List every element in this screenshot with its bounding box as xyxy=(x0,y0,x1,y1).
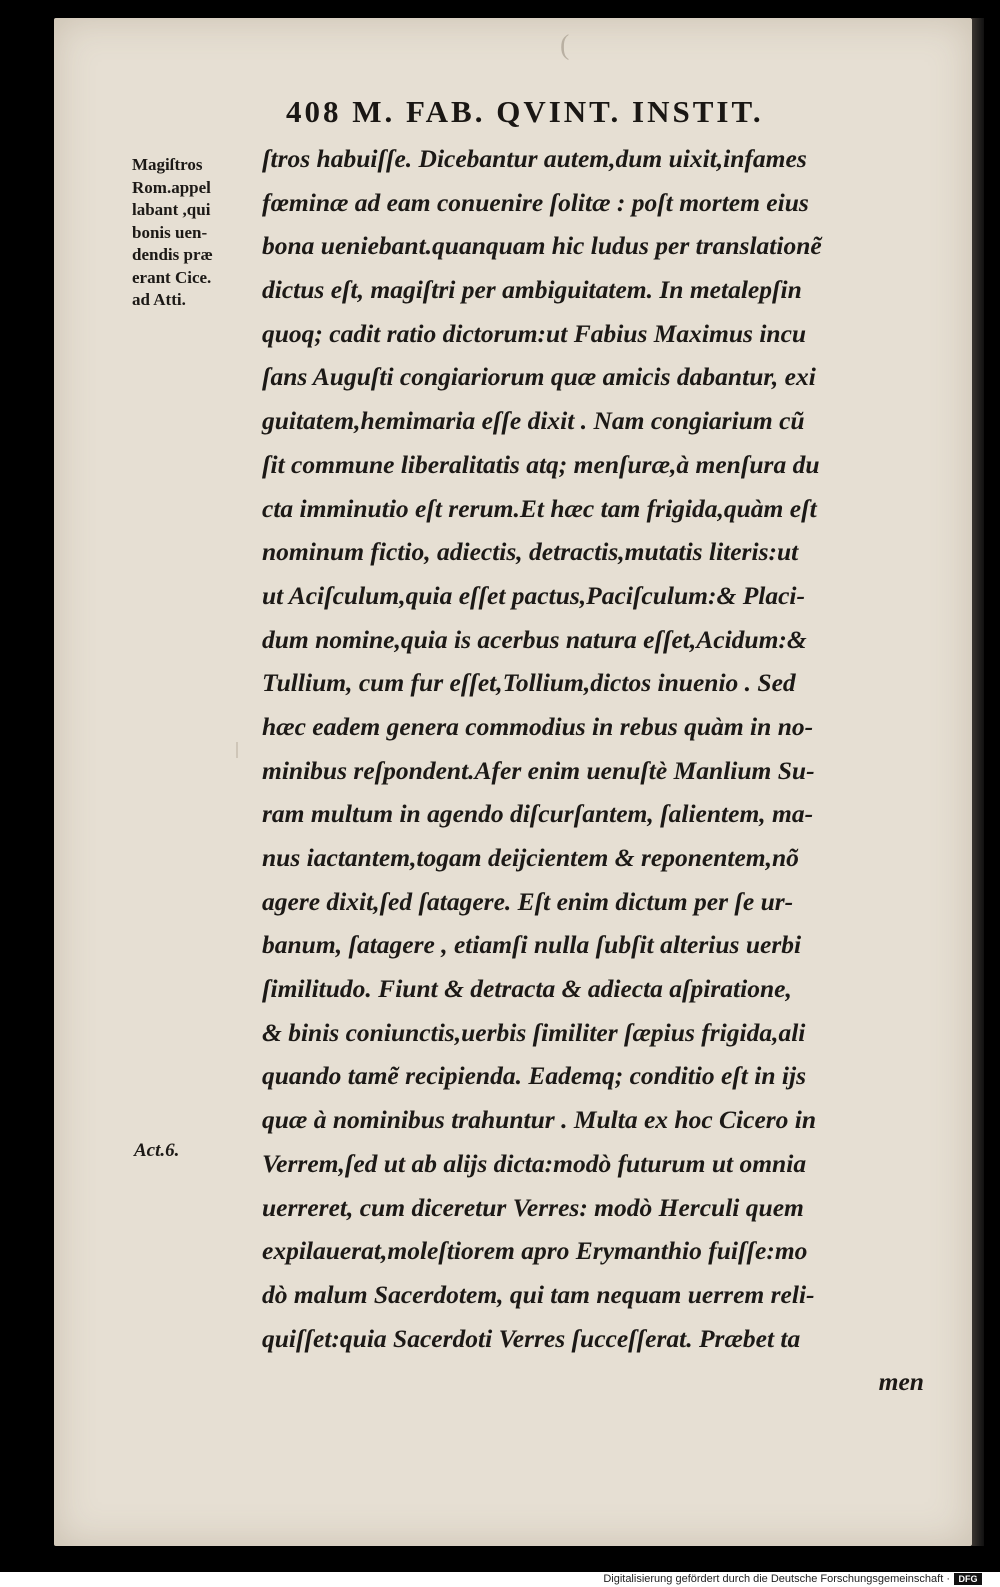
page-edge xyxy=(972,18,984,1546)
corner-mark: ( xyxy=(560,30,570,61)
margin-note-line: bonis uen- xyxy=(132,222,208,242)
footer-credit: Digitalisierung gefördert durch die Deutsche Forschungsgemeinschaft · xyxy=(603,1573,950,1585)
text-line: dò malum Sacerdotem, qui tam nequam uerrem reli- xyxy=(262,1279,815,1309)
text-line: dictus eſt, magiſtri per ambiguitatem. In metalepſin xyxy=(262,275,802,305)
text-line: ſtros habuiſſe. Dicebantur autem,dum uixit,infames xyxy=(262,144,807,173)
dfg-logo: DFG xyxy=(954,1573,982,1585)
margin-reference: Act.6. xyxy=(134,1140,180,1161)
text-line: quando tamẽ recipienda. Eademq; conditio eſt in ijs xyxy=(262,1061,806,1091)
text-line: quiſſet:quia Sacerdoti Verres ſucceſſerat. Præbet ta xyxy=(262,1323,801,1353)
margin-tick xyxy=(236,742,238,758)
margin-note-line: Rom.appel xyxy=(132,177,211,197)
body-text xyxy=(262,137,928,1404)
margin-note-line: Magiſtros xyxy=(132,155,203,174)
text-line: banum, ſatagere , etiamſi nulla ſubſit alterius uerbi xyxy=(262,930,802,960)
margin-note-line: dendis præ xyxy=(132,245,213,264)
catchword: men xyxy=(878,1367,924,1397)
text-line: fœminæ ad eam conuenire ſolitæ : poſt mortem eius xyxy=(262,187,809,217)
text-line: hæc eadem genera commodius in rebus quàm in no- xyxy=(262,711,814,741)
text-line: nominum fictio, adiectis, detractis,mutatis literis:ut xyxy=(262,537,799,567)
text-line: Verrem,ſed ut ab alijs dicta:modò futurum ut omnia xyxy=(262,1148,807,1178)
margin-note-line: ad Atti. xyxy=(132,290,186,309)
text-line: dum nomine,quia is acerbus natura eſſet,Acidum:& xyxy=(262,624,807,654)
text-line: Tullium, cum fur eſſet,Tollium,dictos inuenio . Sed xyxy=(262,668,796,698)
text-line: uerreret, cum diceretur Verres: modò Herculi quem xyxy=(262,1192,804,1222)
margin-note-line: erant Cice. xyxy=(132,267,212,287)
text-line: agere dixit,ſed ſatagere. Eſt enim dictum per ſe ur- xyxy=(262,886,794,916)
text-line: ut Aciſculum,quia eſſet pactus,Paciſculum:& Placi- xyxy=(262,580,806,610)
text-line: ſimilitudo. Fiunt & detracta & adiecta aſpiratione, xyxy=(262,974,792,1004)
text-line: ram multum in agendo diſcurſantem, ſalientem, ma- xyxy=(262,799,814,829)
text-line: ſans Auguſti congiariorum quæ amicis dabantur, exi xyxy=(262,362,816,392)
margin-note xyxy=(132,154,262,312)
text-line: quæ à nominibus trahuntur . Multa ex hoc Cicero in xyxy=(262,1105,817,1135)
text-line: cta imminutio eſt rerum.Et hæc tam frigida,quàm eſt xyxy=(262,493,817,523)
text-line: expilauerat,moleſtiorem apro Erymanthio fuiſſe:mo xyxy=(262,1236,808,1266)
text-line: guitatem,hemimaria eſſe dixit . Nam congiarium cũ xyxy=(262,406,805,436)
text-line: quoq; cadit ratio dictorum:ut Fabius Maximus incu xyxy=(262,318,807,348)
margin-note-line: labant ,qui xyxy=(132,200,211,219)
text-line: bona ueniebant.quanquam hic ludus per translationẽ xyxy=(262,231,822,261)
text-line: & binis coniunctis,uerbis ſimiliter ſæpius frigida,ali xyxy=(262,1017,806,1047)
running-header: 408 M. FAB. QVINT. INSTIT. xyxy=(286,94,764,129)
text-line: ſit commune liberalitatis atq; menſuræ,à menſura du xyxy=(262,449,820,479)
text-line: nus iactantem,togam deijcientem & reponentem,nõ xyxy=(262,843,799,872)
text-line: minibus reſpondent.Afer enim uenuſtè Manlium Su- xyxy=(262,755,815,785)
